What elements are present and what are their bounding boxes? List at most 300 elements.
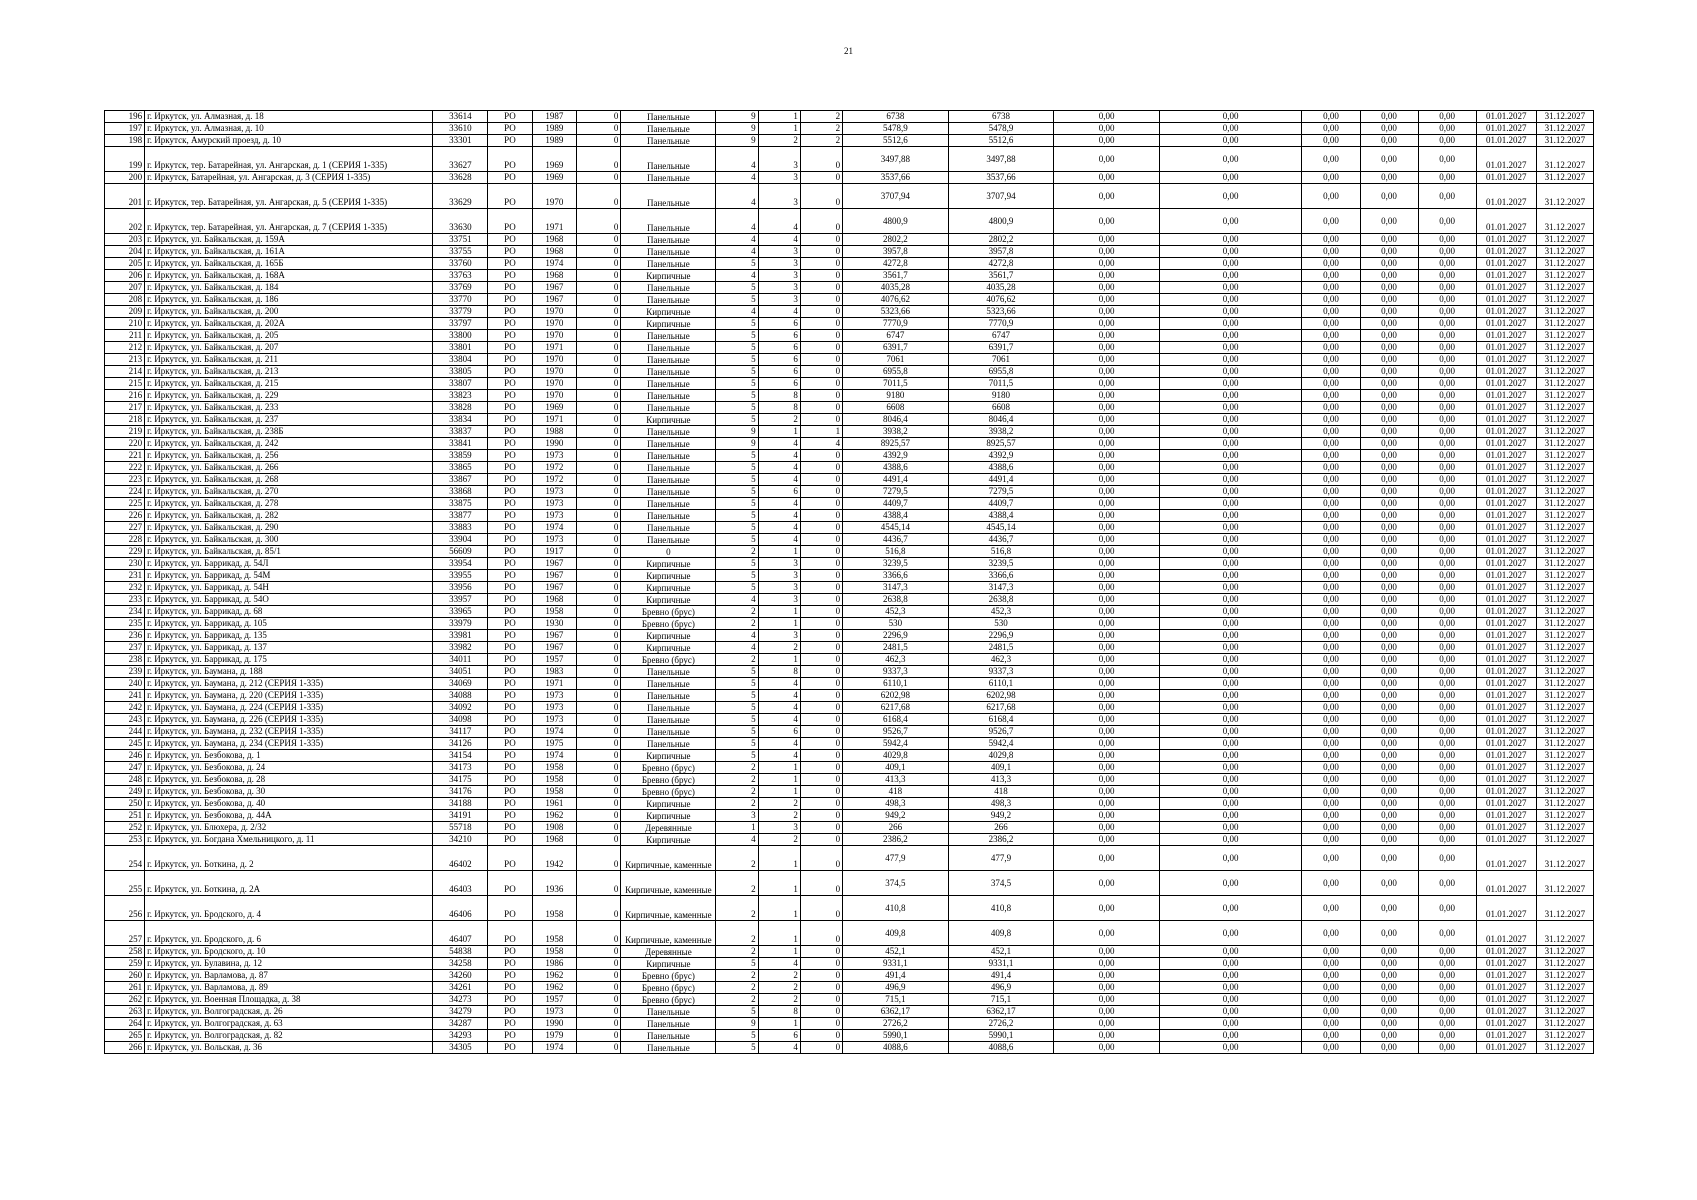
cell-row-number: 235	[105, 618, 145, 630]
table-row	[105, 402, 1594, 414]
cell-lifts: 2	[800, 123, 842, 135]
cell-end-date: 31.12.2027	[1536, 342, 1593, 354]
cell-cost-4: 0,00	[1360, 702, 1418, 714]
cell-work-type: РО	[488, 666, 532, 678]
cell-entrances: 8	[758, 1006, 800, 1018]
cell-work-type: РО	[488, 330, 532, 342]
cell-entrances: 6	[758, 342, 800, 354]
cell-end-date: 31.12.2027	[1536, 486, 1593, 498]
cell-cost-2: 0,00	[1159, 666, 1302, 678]
cell-row-number: 227	[105, 522, 145, 534]
cell-total-area: 3707,94	[843, 184, 949, 209]
cell-cost-2: 0,00	[1159, 123, 1302, 135]
cell-end-date: 31.12.2027	[1536, 426, 1593, 438]
cell-cost-4: 0,00	[1360, 714, 1418, 726]
cell-cost-5: 0,00	[1418, 606, 1476, 618]
cell-cost-3: 0,00	[1302, 1030, 1360, 1042]
cell-lifts: 0	[800, 871, 842, 896]
cell-year-built: 1969	[532, 402, 576, 414]
cell-lifts: 0	[800, 846, 842, 871]
cell-zero-field: 0	[577, 606, 621, 618]
cell-end-date: 31.12.2027	[1536, 570, 1593, 582]
table-row	[105, 786, 1594, 798]
cell-cost-5: 0,00	[1418, 234, 1476, 246]
cell-living-area: 6738	[948, 111, 1054, 123]
cell-wall-material: Кирпичные	[621, 558, 716, 570]
cell-total-area: 462,3	[843, 654, 949, 666]
cell-wall-material: Кирпичные	[621, 270, 716, 282]
cell-year-built: 1973	[532, 702, 576, 714]
cell-wall-material: Кирпичные	[621, 630, 716, 642]
cell-cadastral-code: 33837	[433, 426, 488, 438]
cell-start-date: 01.01.2027	[1476, 846, 1536, 871]
cell-floors: 4	[716, 642, 758, 654]
cell-work-type: РО	[488, 1018, 532, 1030]
cell-lifts: 0	[800, 270, 842, 282]
cell-zero-field: 0	[577, 486, 621, 498]
cell-cost-4: 0,00	[1360, 982, 1418, 994]
cell-zero-field: 0	[577, 970, 621, 982]
cell-end-date: 31.12.2027	[1536, 606, 1593, 618]
cell-wall-material: Панельные	[621, 135, 716, 147]
cell-wall-material: Панельные	[621, 666, 716, 678]
cell-living-area: 6202,98	[948, 690, 1054, 702]
cell-cost-3: 0,00	[1302, 642, 1360, 654]
cell-cost-3: 0,00	[1302, 462, 1360, 474]
cell-zero-field: 0	[577, 822, 621, 834]
cell-floors: 5	[716, 958, 758, 970]
cell-cost-3: 0,00	[1302, 896, 1360, 921]
cell-cost-5: 0,00	[1418, 306, 1476, 318]
cell-cost-3: 0,00	[1302, 390, 1360, 402]
cell-year-built: 1987	[532, 111, 576, 123]
cell-living-area: 715,1	[948, 994, 1054, 1006]
cell-work-type: РО	[488, 654, 532, 666]
cell-entrances: 8	[758, 402, 800, 414]
cell-zero-field: 0	[577, 1030, 621, 1042]
table-row	[105, 570, 1594, 582]
cell-row-number: 238	[105, 654, 145, 666]
cell-end-date: 31.12.2027	[1536, 810, 1593, 822]
cell-cost-4: 0,00	[1360, 666, 1418, 678]
cell-cost-4: 0,00	[1360, 1042, 1418, 1054]
cell-cadastral-code: 33760	[433, 258, 488, 270]
cell-year-built: 1967	[532, 582, 576, 594]
cell-cost-4: 0,00	[1360, 921, 1418, 946]
cell-cost-3: 0,00	[1302, 147, 1360, 172]
cell-lifts: 0	[800, 762, 842, 774]
cell-lifts: 0	[800, 510, 842, 522]
cell-cadastral-code: 34279	[433, 1006, 488, 1018]
cell-total-area: 477,9	[843, 846, 949, 871]
cell-lifts: 0	[800, 774, 842, 786]
cell-cost-2: 0,00	[1159, 702, 1302, 714]
cell-work-type: РО	[488, 702, 532, 714]
cell-row-number: 231	[105, 570, 145, 582]
cell-cost-2: 0,00	[1159, 438, 1302, 450]
cell-row-number: 260	[105, 970, 145, 982]
cell-start-date: 01.01.2027	[1476, 462, 1536, 474]
cell-cost-3: 0,00	[1302, 123, 1360, 135]
cell-total-area: 6202,98	[843, 690, 949, 702]
cell-floors: 5	[716, 462, 758, 474]
cell-entrances: 4	[758, 234, 800, 246]
cell-start-date: 01.01.2027	[1476, 762, 1536, 774]
cell-zero-field: 0	[577, 654, 621, 666]
cell-address: г. Иркутск, ул. Байкальская, д. 238Б	[145, 426, 433, 438]
cell-start-date: 01.01.2027	[1476, 534, 1536, 546]
cell-floors: 9	[716, 426, 758, 438]
cell-address: г. Иркутск, ул. Баррикад, д. 68	[145, 606, 433, 618]
cell-address: г. Иркутск, ул. Алмазная, д. 18	[145, 111, 433, 123]
cell-start-date: 01.01.2027	[1476, 678, 1536, 690]
cell-address: г. Иркутск, ул. Байкальская, д. 282	[145, 510, 433, 522]
cell-year-built: 1989	[532, 123, 576, 135]
cell-lifts: 1	[800, 426, 842, 438]
cell-wall-material: Кирпичные, каменные	[621, 871, 716, 896]
cell-work-type: РО	[488, 871, 532, 896]
cell-cost-4: 0,00	[1360, 1018, 1418, 1030]
cell-address: г. Иркутск, тер. Батарейная, ул. Ангарская, д. 1 (СЕРИЯ 1-335)	[145, 147, 433, 172]
cell-row-number: 265	[105, 1030, 145, 1042]
cell-cost-3: 0,00	[1302, 714, 1360, 726]
cell-cost-5: 0,00	[1418, 786, 1476, 798]
cell-total-area: 9180	[843, 390, 949, 402]
cell-cadastral-code: 33614	[433, 111, 488, 123]
cell-wall-material: Бревно (брус)	[621, 994, 716, 1006]
cell-floors: 5	[716, 558, 758, 570]
cell-row-number: 266	[105, 1042, 145, 1054]
cell-year-built: 1973	[532, 690, 576, 702]
cell-total-area: 409,1	[843, 762, 949, 774]
cell-cost-5: 0,00	[1418, 750, 1476, 762]
cell-year-built: 1968	[532, 594, 576, 606]
cell-cost-1: 0,00	[1054, 209, 1160, 234]
cell-start-date: 01.01.2027	[1476, 994, 1536, 1006]
cell-lifts: 0	[800, 546, 842, 558]
cell-cost-3: 0,00	[1302, 450, 1360, 462]
cell-lifts: 0	[800, 822, 842, 834]
cell-floors: 5	[716, 282, 758, 294]
cell-wall-material: Панельные	[621, 111, 716, 123]
cell-wall-material: Панельные	[621, 1030, 716, 1042]
cell-cost-2: 0,00	[1159, 534, 1302, 546]
cell-entrances: 4	[758, 714, 800, 726]
cell-wall-material: Панельные	[621, 342, 716, 354]
cell-cadastral-code: 34191	[433, 810, 488, 822]
cell-zero-field: 0	[577, 946, 621, 958]
cell-end-date: 31.12.2027	[1536, 209, 1593, 234]
cell-end-date: 31.12.2027	[1536, 994, 1593, 1006]
cell-work-type: РО	[488, 438, 532, 450]
cell-wall-material: Бревно (брус)	[621, 970, 716, 982]
cell-wall-material: Панельные	[621, 390, 716, 402]
cell-cost-2: 0,00	[1159, 330, 1302, 342]
cell-year-built: 1967	[532, 630, 576, 642]
table-row	[105, 1030, 1594, 1042]
cell-cost-5: 0,00	[1418, 558, 1476, 570]
cell-cost-4: 0,00	[1360, 426, 1418, 438]
cell-floors: 5	[716, 414, 758, 426]
cell-cost-5: 0,00	[1418, 282, 1476, 294]
cell-end-date: 31.12.2027	[1536, 330, 1593, 342]
cell-zero-field: 0	[577, 896, 621, 921]
cell-lifts: 0	[800, 184, 842, 209]
cell-cost-2: 0,00	[1159, 172, 1302, 184]
cell-living-area: 5512,6	[948, 135, 1054, 147]
cell-cost-4: 0,00	[1360, 450, 1418, 462]
cell-lifts: 0	[800, 726, 842, 738]
cell-cost-2: 0,00	[1159, 318, 1302, 330]
cell-cost-4: 0,00	[1360, 594, 1418, 606]
table-row	[105, 958, 1594, 970]
cell-cost-1: 0,00	[1054, 1006, 1160, 1018]
cell-end-date: 31.12.2027	[1536, 123, 1593, 135]
cell-address: г. Иркутск, ул. Волгоградская, д. 82	[145, 1030, 433, 1042]
cell-cost-5: 0,00	[1418, 402, 1476, 414]
cell-start-date: 01.01.2027	[1476, 666, 1536, 678]
cell-lifts: 0	[800, 354, 842, 366]
cell-end-date: 31.12.2027	[1536, 246, 1593, 258]
cell-end-date: 31.12.2027	[1536, 714, 1593, 726]
cell-start-date: 01.01.2027	[1476, 184, 1536, 209]
cell-work-type: РО	[488, 946, 532, 958]
cell-lifts: 0	[800, 414, 842, 426]
cell-entrances: 6	[758, 486, 800, 498]
cell-end-date: 31.12.2027	[1536, 958, 1593, 970]
cell-cost-5: 0,00	[1418, 642, 1476, 654]
cell-start-date: 01.01.2027	[1476, 774, 1536, 786]
table-row	[105, 946, 1594, 958]
cell-wall-material: Кирпичные	[621, 750, 716, 762]
cell-row-number: 228	[105, 534, 145, 546]
table-row	[105, 282, 1594, 294]
cell-row-number: 232	[105, 582, 145, 594]
cell-start-date: 01.01.2027	[1476, 642, 1536, 654]
cell-wall-material: Панельные	[621, 702, 716, 714]
table-row	[105, 486, 1594, 498]
cell-cost-4: 0,00	[1360, 366, 1418, 378]
cell-work-type: РО	[488, 594, 532, 606]
cell-cost-1: 0,00	[1054, 558, 1160, 570]
cell-address: г. Иркутск, ул. Булавина, д. 12	[145, 958, 433, 970]
cell-cost-3: 0,00	[1302, 534, 1360, 546]
cell-work-type: РО	[488, 630, 532, 642]
cell-cost-3: 0,00	[1302, 1018, 1360, 1030]
cell-cost-2: 0,00	[1159, 642, 1302, 654]
cell-cadastral-code: 33763	[433, 270, 488, 282]
cell-cost-3: 0,00	[1302, 982, 1360, 994]
cell-work-type: РО	[488, 982, 532, 994]
cell-cost-1: 0,00	[1054, 111, 1160, 123]
cell-wall-material: Панельные	[621, 1042, 716, 1054]
cell-work-type: РО	[488, 486, 532, 498]
cell-row-number: 229	[105, 546, 145, 558]
cell-living-area: 9526,7	[948, 726, 1054, 738]
cell-cost-3: 0,00	[1302, 111, 1360, 123]
cell-floors: 9	[716, 123, 758, 135]
cell-living-area: 410,8	[948, 896, 1054, 921]
cell-cost-1: 0,00	[1054, 342, 1160, 354]
cell-cost-2: 0,00	[1159, 135, 1302, 147]
cell-floors: 3	[716, 810, 758, 822]
cell-floors: 5	[716, 294, 758, 306]
cell-total-area: 4436,7	[843, 534, 949, 546]
cell-living-area: 530	[948, 618, 1054, 630]
cell-floors: 5	[716, 318, 758, 330]
cell-lifts: 0	[800, 714, 842, 726]
table-row	[105, 534, 1594, 546]
cell-start-date: 01.01.2027	[1476, 690, 1536, 702]
cell-cost-3: 0,00	[1302, 378, 1360, 390]
cell-row-number: 247	[105, 762, 145, 774]
cell-cadastral-code: 33877	[433, 510, 488, 522]
cell-cost-2: 0,00	[1159, 546, 1302, 558]
cell-cost-1: 0,00	[1054, 390, 1160, 402]
cell-cost-4: 0,00	[1360, 282, 1418, 294]
cell-total-area: 6168,4	[843, 714, 949, 726]
cell-cost-2: 0,00	[1159, 822, 1302, 834]
page-number: 21	[844, 46, 853, 56]
cell-cost-1: 0,00	[1054, 618, 1160, 630]
cell-address: г. Иркутск, ул. Безбокова, д. 1	[145, 750, 433, 762]
cell-cost-4: 0,00	[1360, 486, 1418, 498]
cell-row-number: 210	[105, 318, 145, 330]
cell-work-type: РО	[488, 318, 532, 330]
cell-cost-3: 0,00	[1302, 282, 1360, 294]
cell-cost-5: 0,00	[1418, 462, 1476, 474]
cell-cost-1: 0,00	[1054, 498, 1160, 510]
cell-entrances: 4	[758, 738, 800, 750]
cell-address: г. Иркутск, ул. Баррикад, д. 137	[145, 642, 433, 654]
cell-total-area: 4392,9	[843, 450, 949, 462]
cell-work-type: РО	[488, 896, 532, 921]
cell-cost-4: 0,00	[1360, 414, 1418, 426]
cell-cost-1: 0,00	[1054, 402, 1160, 414]
cell-row-number: 225	[105, 498, 145, 510]
cell-end-date: 31.12.2027	[1536, 798, 1593, 810]
cell-cost-5: 0,00	[1418, 366, 1476, 378]
cell-row-number: 258	[105, 946, 145, 958]
cell-floors: 5	[716, 450, 758, 462]
cell-entrances: 1	[758, 946, 800, 958]
cell-cost-1: 0,00	[1054, 958, 1160, 970]
cell-cost-2: 0,00	[1159, 871, 1302, 896]
cell-cost-5: 0,00	[1418, 426, 1476, 438]
cell-lifts: 0	[800, 318, 842, 330]
cell-address: г. Иркутск, ул. Баррикад, д. 105	[145, 618, 433, 630]
cell-cost-1: 0,00	[1054, 1042, 1160, 1054]
cell-cost-4: 0,00	[1360, 606, 1418, 618]
table-row	[105, 294, 1594, 306]
cell-entrances: 3	[758, 594, 800, 606]
cell-cost-2: 0,00	[1159, 474, 1302, 486]
cell-cost-1: 0,00	[1054, 774, 1160, 786]
cell-living-area: 3497,88	[948, 147, 1054, 172]
cell-cost-1: 0,00	[1054, 970, 1160, 982]
cell-floors: 2	[716, 798, 758, 810]
cell-row-number: 224	[105, 486, 145, 498]
cell-lifts: 0	[800, 558, 842, 570]
cell-zero-field: 0	[577, 714, 621, 726]
cell-living-area: 3938,2	[948, 426, 1054, 438]
cell-entrances: 3	[758, 172, 800, 184]
cell-total-area: 5990,1	[843, 1030, 949, 1042]
cell-cost-2: 0,00	[1159, 654, 1302, 666]
cell-work-type: РО	[488, 366, 532, 378]
cell-zero-field: 0	[577, 354, 621, 366]
cell-lifts: 0	[800, 896, 842, 921]
cell-address: г. Иркутск, ул. Байкальская, д. 300	[145, 534, 433, 546]
cell-cost-3: 0,00	[1302, 762, 1360, 774]
cell-end-date: 31.12.2027	[1536, 630, 1593, 642]
cell-cost-2: 0,00	[1159, 1042, 1302, 1054]
cell-cost-5: 0,00	[1418, 390, 1476, 402]
cell-end-date: 31.12.2027	[1536, 111, 1593, 123]
cell-zero-field: 0	[577, 135, 621, 147]
cell-lifts: 0	[800, 342, 842, 354]
cell-total-area: 6747	[843, 330, 949, 342]
cell-total-area: 491,4	[843, 970, 949, 982]
cell-floors: 5	[716, 702, 758, 714]
cell-cost-1: 0,00	[1054, 184, 1160, 209]
cell-cost-1: 0,00	[1054, 462, 1160, 474]
cell-cost-5: 0,00	[1418, 871, 1476, 896]
cell-cost-2: 0,00	[1159, 738, 1302, 750]
cell-cadastral-code: 46406	[433, 896, 488, 921]
cell-zero-field: 0	[577, 834, 621, 846]
cell-cost-4: 0,00	[1360, 354, 1418, 366]
cell-wall-material: Панельные	[621, 1006, 716, 1018]
cell-row-number: 216	[105, 390, 145, 402]
cell-living-area: 409,1	[948, 762, 1054, 774]
cell-address: г. Иркутск, ул. Баумана, д. 212 (СЕРИЯ 1-335)	[145, 678, 433, 690]
cell-work-type: РО	[488, 111, 532, 123]
cell-address: г. Иркутск, ул. Байкальская, д. 168А	[145, 270, 433, 282]
cell-cost-1: 0,00	[1054, 366, 1160, 378]
cell-cost-3: 0,00	[1302, 546, 1360, 558]
cell-end-date: 31.12.2027	[1536, 462, 1593, 474]
cell-cost-4: 0,00	[1360, 294, 1418, 306]
cell-start-date: 01.01.2027	[1476, 498, 1536, 510]
cell-lifts: 0	[800, 666, 842, 678]
cell-year-built: 1958	[532, 946, 576, 958]
cell-lifts: 0	[800, 246, 842, 258]
cell-cost-3: 0,00	[1302, 822, 1360, 834]
table-row	[105, 810, 1594, 822]
cell-cadastral-code: 33956	[433, 582, 488, 594]
cell-entrances: 2	[758, 642, 800, 654]
cell-cadastral-code: 34287	[433, 1018, 488, 1030]
cell-lifts: 0	[800, 678, 842, 690]
cell-entrances: 4	[758, 498, 800, 510]
cell-total-area: 409,8	[843, 921, 949, 946]
cell-end-date: 31.12.2027	[1536, 921, 1593, 946]
table-row	[105, 318, 1594, 330]
cell-start-date: 01.01.2027	[1476, 630, 1536, 642]
cell-cadastral-code: 33797	[433, 318, 488, 330]
cell-address: г. Иркутск, ул. Байкальская, д. 233	[145, 402, 433, 414]
cell-row-number: 261	[105, 982, 145, 994]
cell-lifts: 0	[800, 366, 842, 378]
cell-floors: 4	[716, 630, 758, 642]
cell-year-built: 1962	[532, 810, 576, 822]
cell-cost-3: 0,00	[1302, 135, 1360, 147]
cell-year-built: 1936	[532, 871, 576, 896]
cell-address: г. Иркутск, ул. Безбокова, д. 30	[145, 786, 433, 798]
cell-zero-field: 0	[577, 921, 621, 946]
cell-start-date: 01.01.2027	[1476, 834, 1536, 846]
